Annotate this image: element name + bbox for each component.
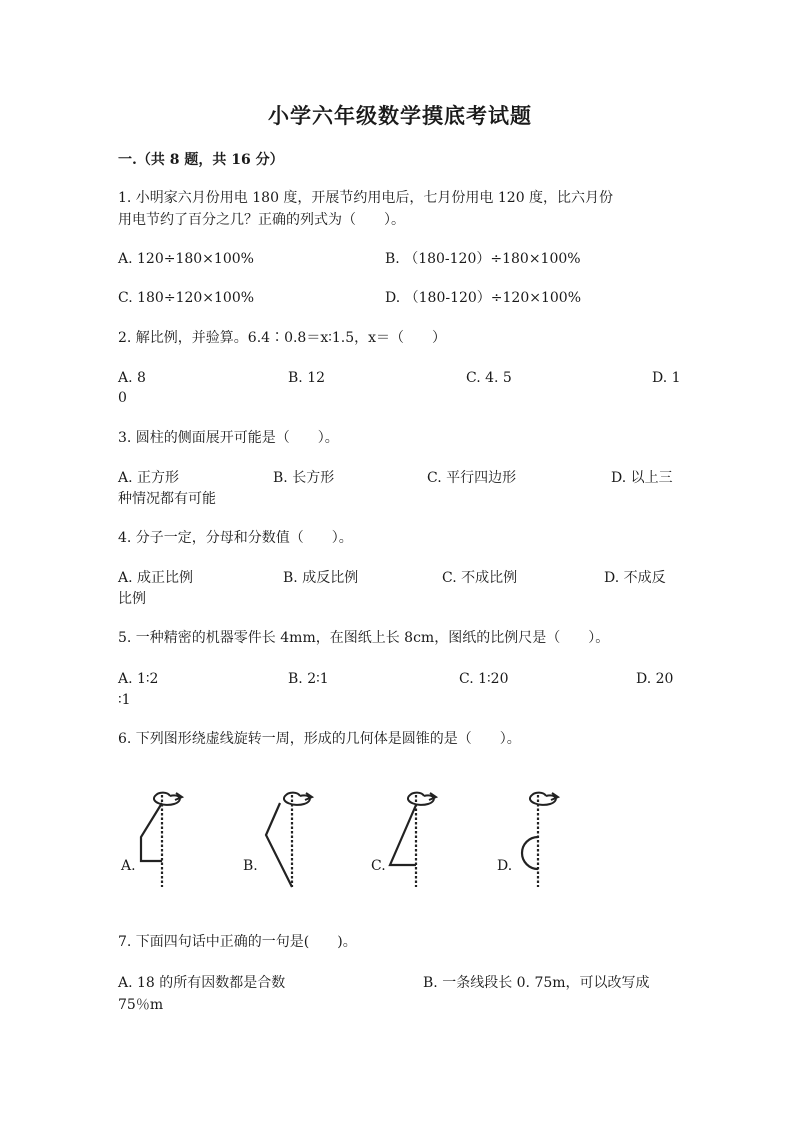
question-1-option-d: D. （180-120）÷120×100%	[385, 290, 582, 306]
question-3-option-a: A. 正方形	[118, 470, 180, 486]
question-1-option-c: C. 180÷120×100%	[118, 290, 255, 306]
question-5-option-d-wrap: ∶1	[118, 692, 131, 708]
question-3-option-d: D. 以上三	[611, 470, 673, 486]
question-4-option-b: B. 成反比例	[283, 570, 359, 586]
section-heading: 一.（共 8 题，共 16 分）	[118, 152, 284, 168]
question-2-option-d: D. 1	[652, 370, 681, 386]
question-4-option-c: C. 不成比例	[442, 570, 518, 586]
question-4-option-a: A. 成正比例	[118, 570, 194, 586]
question-6-stem: 6. 下列图形绕虚线旋转一周，形成的几何体是圆锥的是（ ）。	[118, 731, 521, 747]
question-7-option-b-wrap: 75％m	[118, 997, 164, 1013]
question-3-option-c: C. 平行四边形	[427, 470, 517, 486]
question-2-stem: 2. 解比例，并验算。6.4∶0.8＝x∶1.5，x＝（ ）	[118, 330, 447, 346]
question-4-stem: 4. 分子一定，分母和分数值（ ）。	[118, 530, 353, 546]
question-5-option-b: B. 2∶1	[288, 671, 329, 687]
question-6-option-b-label: B.	[243, 858, 258, 874]
question-2-option-c: C. 4. 5	[466, 370, 512, 386]
question-7-option-a: A. 18 的所有因数都是合数	[118, 975, 286, 991]
question-2-option-a: A. 8	[118, 370, 146, 386]
figure-a-trapezoid	[140, 785, 190, 890]
question-6-option-c-label: C.	[371, 858, 386, 874]
question-7-stem: 7. 下面四句话中正确的一句是( )。	[118, 934, 357, 950]
figure-d-semicircle	[512, 785, 562, 890]
question-3-option-b: B. 长方形	[273, 470, 335, 486]
question-1-option-a: A. 120÷180×100%	[118, 251, 254, 267]
question-1-line-1: 1. 小明家六月份用电 180 度，开展节约用电后，七月份用电 120 度，比六月份	[118, 190, 614, 206]
question-2-option-b: B. 12	[288, 370, 326, 386]
question-4-option-d-wrap: 比例	[118, 591, 146, 607]
figure-c-right-triangle	[388, 785, 438, 890]
question-3-stem: 3. 圆柱的侧面展开可能是（ ）。	[118, 430, 339, 446]
question-5-option-d: D. 20	[636, 671, 674, 687]
question-1-option-b: B. （180-120）÷180×100%	[385, 251, 581, 267]
question-1-line-2: 用电节约了百分之几？正确的列式为（ ）。	[118, 212, 405, 228]
question-6-option-d-label: D.	[497, 858, 513, 874]
question-3-option-d-wrap: 种情况都有可能	[118, 491, 216, 507]
question-4-option-d: D. 不成反	[604, 570, 666, 586]
page-title: 小学六年级数学摸底考试题	[268, 103, 532, 128]
question-5-stem: 5. 一种精密的机器零件长 4mm，在图纸上长 8cm，图纸的比例尺是（ ）。	[118, 630, 610, 646]
question-2-option-d-wrap: 0	[118, 390, 127, 406]
figure-b-triangle	[262, 785, 312, 890]
question-7-option-b: B. 一条线段长 0. 75m，可以改写成	[423, 975, 650, 991]
question-5-option-a: A. 1∶2	[118, 671, 159, 687]
question-6-option-a-label: A.	[121, 858, 136, 874]
question-5-option-c: C. 1∶20	[459, 671, 509, 687]
